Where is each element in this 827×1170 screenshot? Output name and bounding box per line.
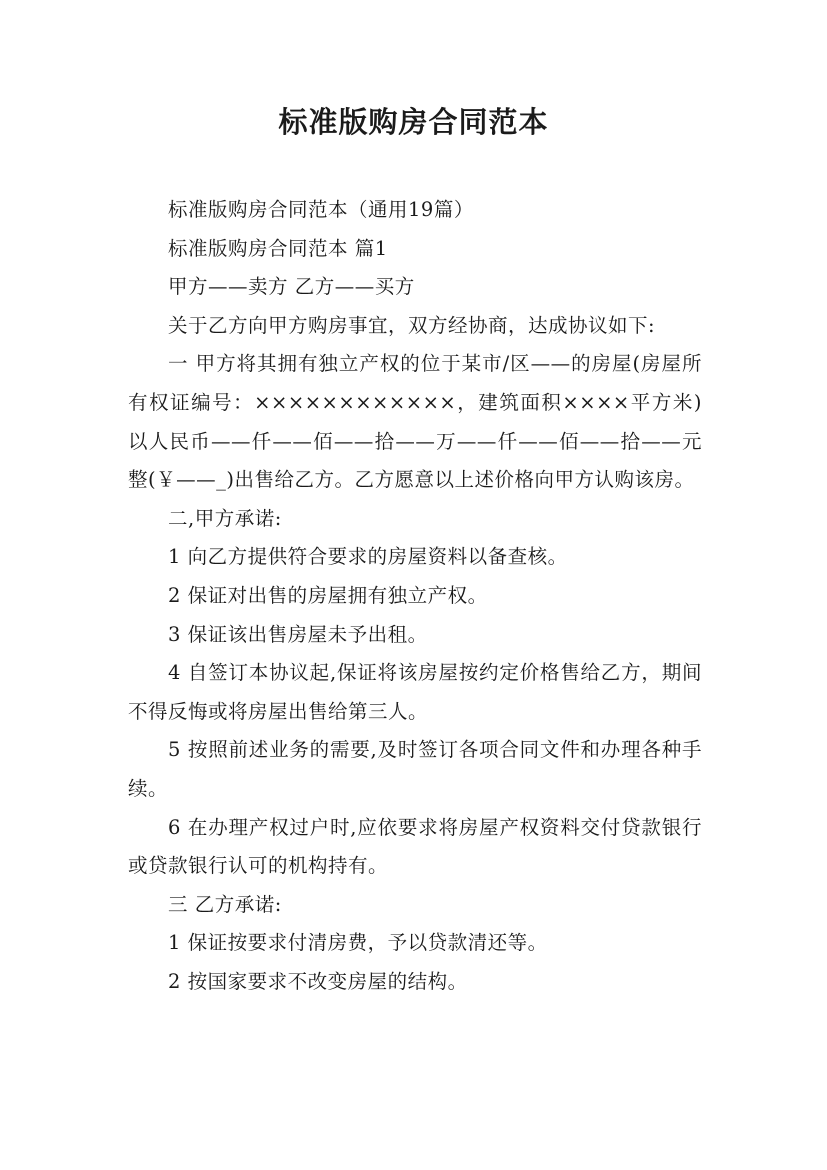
document-body <box>128 191 702 1001</box>
paragraph-clause-3-item-2: 2 按国家要求不改变房屋的结构。 <box>168 969 468 993</box>
paragraph-subtitle: 标准版购房合同范本（通用19篇） <box>168 198 474 221</box>
document-title: 标准版购房合同范本 <box>278 105 549 139</box>
paragraph-section-heading: 标准版购房合同范本 篇1 <box>168 236 388 260</box>
paragraph-intro: 关于乙方向甲方购房事宜，双方经协商，达成协议如下: <box>168 313 656 337</box>
paragraph-clause-2-item-4: 4 自签订本协议起,保证将该房屋按约定价格售给乙方，期间不得反悔或将房屋出售给第三人。 <box>128 661 702 723</box>
paragraph-clause-2-item-5: 5 按照前述业务的需要,及时签订各项合同文件和办理各种手续。 <box>128 738 702 800</box>
paragraph-clause-3-heading: 三 乙方承诺: <box>168 892 282 916</box>
paragraph-parties: 甲方——卖方 乙方——买方 <box>168 275 415 299</box>
paragraph-clause-2-heading: 二,甲方承诺: <box>168 506 282 530</box>
paragraph-clause-2-item-6: 6 在办理产权过户时,应依要求将房屋产权资料交付贷款银行或贷款银行认可的机构持有。 <box>128 815 702 878</box>
paragraph-clause-1: 一 甲方将其拥有独立产权的位于某市/区——的房屋(房屋所有权证编号：××××××××××××，建筑面积××××平方米)以人民币——仟——佰——拾——万——仟——佰——拾——元整(￥——_)出售给乙方。乙方愿意以上述价格向甲方认购该房。 <box>128 352 702 492</box>
paragraph-clause-3-item-1: 1 保证按要求付清房费，予以贷款清还等。 <box>168 931 548 955</box>
paragraph-clause-2-item-3: 3 保证该出售房屋未予出租。 <box>168 622 428 646</box>
paragraph-clause-2-item-1: 1 向乙方提供符合要求的房屋资料以备查核。 <box>168 545 568 569</box>
paragraph-clause-2-item-2: 2 保证对出售的房屋拥有独立产权。 <box>168 583 488 607</box>
